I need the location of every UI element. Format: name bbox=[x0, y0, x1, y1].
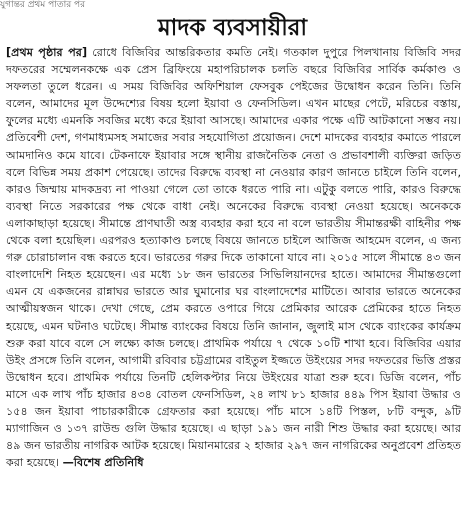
page-header-text: যুগান্তর প্রথম পাতার পর bbox=[0, 0, 86, 10]
article-headline: মাদক ব্যবসায়ীরা bbox=[157, 15, 308, 41]
article-text: রোধে বিজিবির আন্তরিকতার কমতি নেই। গতকাল দুপুরে পিলখানায় বিজিবি সদর দফতরের সম্মেলনকক্ষে এক প্রেস ব্রিফিংয়ে মহাপরিচালক চলতি বছরে বিজিবির সার্বিক কর্মকাণ্ড ও সফলতা তুলে ধরেন। এ সময় বিজিবির অফিশিয়াল ফেসবুক পেইজের উদ্বোধন করেন তিনি। তিনি বলেন, আমাদের মূল উদ্দেশ্যের বিষয় হলো ইয়াবা ও ফেনসিডিল। এখন মাছের পেটে, মরিচের বস্তায়, ফুলের মধ্যে এমনকি সবজির মধ্যে করে ইয়াবা আসছে। আমাদের একার পক্ষে এটি আটকানো সম্ভব নয়। প্রতিবেশী দেশ, গণমাধ্যমসহ সমাজের সবার সহযোগিতা প্রয়োজন। দেশে মাদকের ব্যবহার কমাতে পারলে আমদানিও কমে যাবে। টেকনাফে ইয়াবার সঙ্গে স্থানীয় রাজনৈতিক নেতা ও প্রভাবশালী ব্যক্তিরা জড়িত বলে বিভিন্ন সময় প্রকাশ পেয়েছে। তাদের বিরুদ্ধে ব্যবস্থা না নেওয়ার কারণ জানতে চাইলে তিনি বলেন, কারও জিম্মায় মাদকদ্রব্য না পাওয়া গেলে তো তাকে ধরতে পারি না। এটুকু বলতে পারি, কারও বিরুদ্ধে ব্যবস্থা নিতে সরকারের পক্ষ থেকে বাধা নেই। অনেকের বিরুদ্ধে ব্যবস্থা নেওয়া হয়েছে। অনেককে এলাকাছাড়া হয়েছে। সীমান্তে প্রাণঘাতী অস্ত্র ব্যবহার করা হবে না বলে ভারতীয় সীমান্তরক্ষী বাহিনীর পক্ষ থেকে বলা হয়েছিল। এরপরও হত্যাকাণ্ড চলছে বিষয়ে জানতে চাইলে আজিজ আহমেদ বলেন, এ জন্য গরু চোরাচালান বন্ধ করতে হবে। ভারতের গরুর দিকে তাকানো যাবে না। ২০১৫ সালে সীমান্তে ৪৩ জন বাংলাদেশি নিহত হয়েছেন। এর মধ্যে ১৮ জন ভারতের সিভিলিয়ানদের হাতে। আমাদের সীমান্তগুলো এমন যে একজনের রান্নাঘর ভারতে আর ঘুমানোর ঘর বাংলাদেশের মাটিতে। আবার ভারতে অনেকের আত্মীয়স্বজন থাকে। দেখা গেছে, প্রেম করতে ওপারে গিয়ে প্রেমিকার আরেক প্রেমিকের হাতে নিহত হয়েছে, এমন ঘটনাও ঘটেছে। সীমান্ত ব্যাংকের বিষয়ে তিনি জানান, জুলাই মাস থেকে ব্যাংকের কার্যক্রম শুরু করা যাবে বলে সে লক্ষ্যে কাজ চলছে। প্রাথমিক পর্যায়ে ৭ থেকে ১০টি শাখা হবে। বিজিবির এয়ার উইং প্রসঙ্গে তিনি বলেন, আগামী রবিবার চট্টগ্রামের বাইতুল ইজ্জতে উইংয়ের সদর দফতরের ভিত্তি প্রস্তর উদ্বোধন হবে। প্রাথমিক পর্যায়ে তিনটি হেলিকপ্টার নিয়ে উইংয়ের যাত্রা শুরু হবে। ডিজি বলেন, পাঁচ মাসে এক লাখ পাঁচ হাজার ৪৩৪ বোতল ফেনসিডিল, ২৪ লাখ ৮১ হাজার ৪৪৯ পিস ইয়াবা উদ্ধার ও ১৫৪ জন ইয়াবা পাচারকারীকে গ্রেফতার করা হয়েছে। পাঁচ মাসে ১৪টি পিস্তল, ৮টি বন্দুক, ৯টি ম্যাগাজিন ও ১৩৭ রাউন্ড গুলি উদ্ধার হয়েছে। এ ছাড়া ১৯১ জন নারী শিশু উদ্ধার করা হয়েছে। আর ৪৯ জন ভারতীয় নাগরিক আটক হয়েছে। মিয়ানমারের ২ হাজার ২৯৭ জন নাগরিকের অনুপ্রবেশ প্রতিহত করা হয়েছে। bbox=[6, 46, 462, 470]
article-paragraph bbox=[6, 44, 461, 471]
article-byline: —বিশেষ প্রতিনিধি bbox=[62, 456, 144, 470]
article-body bbox=[6, 44, 461, 471]
article-kicker: [প্রথম পৃষ্ঠার পর] bbox=[6, 46, 88, 59]
